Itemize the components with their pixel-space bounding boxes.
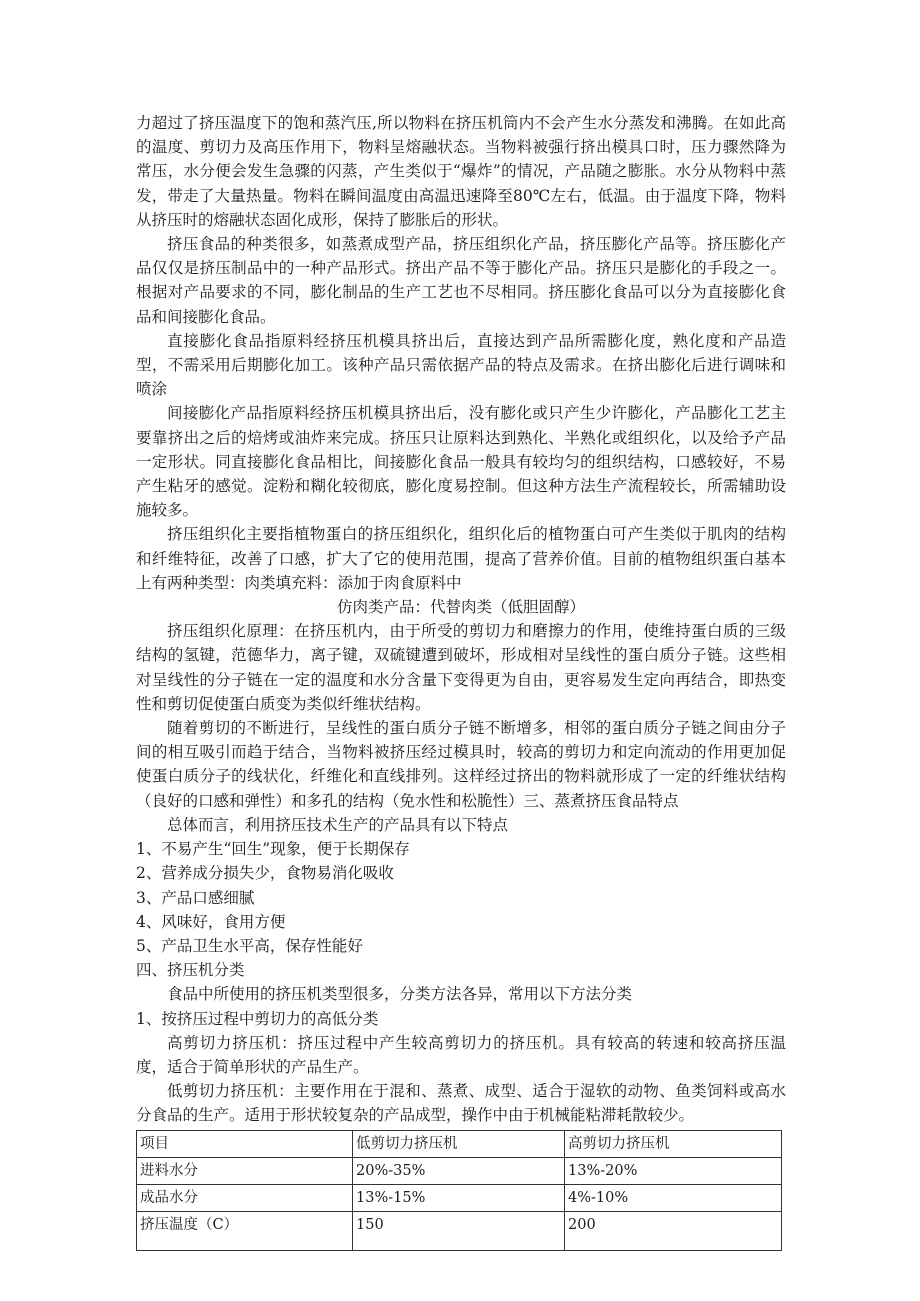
paragraph-centered: 仿肉类产品：代替肉类（低胆固醇） (336, 598, 585, 617)
section-heading: 四、挤压机分类 (136, 961, 245, 980)
list-item: 5、产品卫生水平高，保存性能好 (136, 936, 363, 955)
table-header-cell: 项目 (137, 1130, 353, 1157)
table-header-cell: 高剪切力挤压机 (565, 1130, 782, 1157)
list-item: 4、风味好，食用方便 (136, 912, 286, 931)
paragraph: 总体而言，利用挤压技术生产的产品具有以下特点 (167, 815, 509, 834)
table-cell: 进料水分 (137, 1157, 353, 1184)
list-item: 3、产品口感细腻 (136, 888, 255, 907)
table-row (137, 1212, 782, 1251)
table-cell: 成品水分 (137, 1184, 353, 1211)
list-item: 2、营养成分损失少，食物易消化吸收 (136, 864, 394, 883)
table-cell: 20%-35% (353, 1157, 565, 1184)
paragraph: 高剪切力挤压机：挤压过程中产生较高剪切力的挤压机。具有较高的转速和较高挤压温度，适合于简单形状的产品生产。 (136, 1033, 786, 1076)
table-cell: 13%-20% (565, 1157, 782, 1184)
paragraph: 随着剪切的不断进行，呈线性的蛋白质分子链不断增多，相邻的蛋白质分子链之间由分子间的相互吸引而趋于结合，当物料被挤压经过模具时，较高的剪切力和定向流动的作用更加促使蛋白质分子的线状化，纤维化和直线排列。这样经过挤出的物料就形成了一定的纤维状结构（良好的口感和弹性）和多孔的结构（免水性和松脆性）三、蒸煮挤压食品特点 (136, 719, 786, 810)
paragraph: 挤压食品的种类很多，如蒸煮成型产品，挤压组织化产品，挤压膨化产品等。挤压膨化产品仅仅是挤压制品中的一种产品形式。挤出产品不等于膨化产品。挤压只是膨化的手段之一。根据对产品要求的不同，膨化制品的生产工艺也不尽相同。挤压膨化食品可以分为直接膨化食品和间接膨化食品。 (136, 235, 786, 326)
comparison-table (136, 1130, 782, 1252)
document-body (136, 111, 786, 1251)
table-header-row (137, 1130, 782, 1157)
list-item: 1、不易产生“回生”现象，便于长期保存 (136, 840, 410, 859)
paragraph: 挤压组织化主要指植物蛋白的挤压组织化，组织化后的植物蛋白可产生类似于肌肉的结构和纤维特征，改善了口感，扩大了它的使用范围，提高了营养价值。目前的植物组织蛋白基本上有两种类型：肉类填充料：添加于肉食原料中 (136, 525, 786, 592)
table-row (137, 1157, 782, 1184)
paragraph: 低剪切力挤压机：主要作用在于混和、蒸煮、成型、适合于湿软的动物、鱼类饲料或高水分食品的生产。适用于形状较复杂的产品成型，操作中由于机械能粘滞耗散较少。 (136, 1082, 786, 1125)
paragraph: 间接膨化产品指原料经挤压机模具挤出后，没有膨化或只产生少许膨化，产品膨化工艺主要靠挤出之后的焙烤或油炸来完成。挤压只让原料达到熟化、半熟化或组织化，以及给予产品一定形状。同直接膨化食品相比，间接膨化食品一般具有较均匀的组织结构，口感较好，不易产生粘牙的感觉。淀粉和糊化较彻底，膨化度易控制。但这种方法生产流程较长，所需辅助设施较多。 (136, 404, 786, 520)
paragraph: 直接膨化食品指原料经挤压机模具挤出后，直接达到产品所需膨化度，熟化度和产品造型，不需采用后期膨化加工。该种产品只需依据产品的特点及需求。在挤出膨化后进行调味和喷涂 (136, 331, 786, 399)
table-cell: 13%-15% (353, 1184, 565, 1211)
paragraph: 挤压组织化原理：在挤压机内，由于所受的剪切力和磨擦力的作用，使维持蛋白质的三级结构的氢键，范德华力，离子键，双硫键遭到破坏，形成相对呈线性的蛋白质分子链。这些相对呈线性的分子链在一定的温度和水分含量下变得更为自由，更容易发生定向再结合，即热变性和剪切促使蛋白质变为类似纤维状结构。 (136, 622, 786, 713)
table-header-cell: 低剪切力挤压机 (353, 1130, 565, 1157)
paragraph: 食品中所使用的挤压机类型很多，分类方法各异，常用以下方法分类 (167, 985, 633, 1004)
paragraph: 力超过了挤压温度下的饱和蒸汽压,所以物料在挤压机筒内不会产生水分蒸发和沸腾。在如此高的温度、剪切力及高压作用下，物料呈熔融状态。当物料被强行挤出模具口时，压力骤然降为常压，水分便会发生急骤的闪蒸，产生类似于“爆炸”的情况，产品随之膨胀。水分从物料中蒸发，带走了大量热量。物料在瞬间温度由高温迅速降至80℃左右，低温。由于温度下降，物料从挤压时的熔融状态固化成形，保持了膨胀后的形状。 (136, 114, 786, 229)
table-cell: 4%-10% (565, 1184, 782, 1211)
table-cell: 挤压温度（C） (137, 1212, 353, 1251)
subsection-heading: 1、按挤压过程中剪切力的高低分类 (136, 1009, 379, 1028)
table-cell: 200 (565, 1212, 782, 1251)
table-cell: 150 (353, 1212, 565, 1251)
table-row (137, 1184, 782, 1211)
